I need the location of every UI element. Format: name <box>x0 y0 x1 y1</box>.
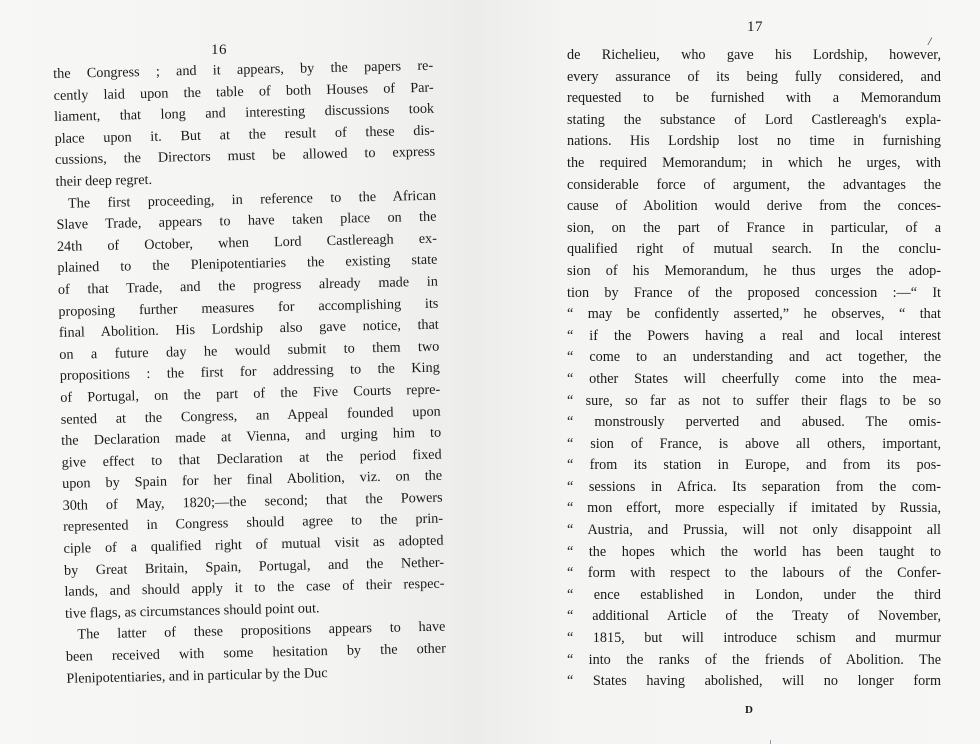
text-line: propositions : the first for addressing to the King <box>59 359 440 385</box>
signature-mark: D <box>745 704 753 716</box>
text-line: de Richelieu, who gave his Lordship, however, <box>567 47 941 63</box>
text-line: of that Trade, and the progress already made in <box>57 273 439 298</box>
text-line: been received with some hesitation by the other <box>65 640 447 665</box>
text-line: 30th of May, 1820;—the second; that the Powers <box>62 489 443 514</box>
text-line: upon by Spain for her final Abolition, viz. on the <box>61 467 443 493</box>
text-line: sion, on the part of France in particular, of a <box>567 219 941 236</box>
text-line: lands, and should apply it to the case of their respec- <box>64 575 445 601</box>
text-line: give effect to that Declaration at the period fixed <box>61 446 442 471</box>
text-line: “ other States will cheerfully come into the mea- <box>567 370 941 387</box>
text-line: by Great Britain, Spain, Portugal, and the Nether- <box>63 554 445 579</box>
text-line: “ into the ranks of the friends of Abolition. The <box>567 651 941 668</box>
text-line: “ from its station in Europe, and from its pos- <box>567 457 941 474</box>
text-line: their deep regret. <box>55 171 153 190</box>
text-line: qualified right of mutual search. In the conclu- <box>567 241 941 258</box>
text-line: final Abolition. His Lordship also gave notice, that <box>58 316 439 342</box>
page-number: 17 <box>747 19 763 35</box>
text-line: cause of Abolition would derive from the conces- <box>567 198 941 215</box>
text-line: nations. His Lordship lost no time in furnishing <box>567 133 941 150</box>
text-line: “ Austria, and Prussia, will not only disappoint all <box>567 522 941 539</box>
text-line: “ if the Powers having a real and local interest <box>567 327 941 344</box>
left-page-text <box>53 56 447 690</box>
text-line: 24th of October, when Lord Castlereagh ex- <box>56 230 438 255</box>
text-line: sented at the Congress, an Appeal founded upon <box>60 403 441 428</box>
text-line: ciple of a qualified right of mutual visit as adopted <box>63 532 444 557</box>
margin-mark: / <box>928 34 932 48</box>
text-line: “ the hopes which the world has been taught to <box>567 543 941 560</box>
text-line: “ additional Article of the Treaty of November, <box>567 608 941 625</box>
text-line: The first proceeding, in reference to the African <box>67 187 437 212</box>
text-line: sion of his Memorandum, he thus urges the adop- <box>567 262 941 279</box>
text-line: “ monstrously perverted and abused. The omis- <box>567 414 941 431</box>
text-line: cussions, the Directors must be allowed to express <box>54 144 436 169</box>
text-line: stating the substance of Lord Castlereagh's expla- <box>567 111 941 128</box>
text-line: represented in Congress should agree to the prin- <box>62 511 444 536</box>
text-line: the required Memorandum; in which he urges, with <box>567 154 941 171</box>
text-line: “ ence established in London, under the third <box>567 586 941 603</box>
gutter-mark <box>770 740 771 744</box>
text-line: on a future day he would submit to them two <box>59 338 440 363</box>
text-line: cently laid upon the table of both Houses of Par- <box>53 79 434 104</box>
text-line: plained to the Plenipotentiaries the existing state <box>57 252 438 277</box>
text-line: Plenipotentiaries, and in particular by the Duc <box>66 664 328 687</box>
text-line: place upon it. But at the result of these dis- <box>54 122 435 147</box>
text-line: “ come to an understanding and act together, the <box>567 349 941 366</box>
text-line: The latter of these propositions appears to have <box>77 619 446 644</box>
text-line: Slave Trade, appears to have taken place on the <box>56 208 437 234</box>
text-line: the Congress ; and it appears, by the papers re- <box>53 57 434 82</box>
text-line: considerable force of argument, the advantages the <box>567 176 941 193</box>
right-page <box>480 0 980 744</box>
right-page-text <box>567 45 941 693</box>
text-line: tive flags, as circumstances should point out. <box>64 600 320 622</box>
text-line: of Portugal, on the part of the Five Courts repre- <box>60 381 441 406</box>
text-line: liament, that long and interesting discussions took <box>53 100 435 126</box>
text-line: “ States having abolished, will no longer form <box>567 673 941 690</box>
text-line: “ form with respect to the labours of the Confer- <box>567 565 941 582</box>
page-number: 16 <box>211 42 227 58</box>
text-line: “ 1815, but will introduce schism and murmur <box>567 630 941 647</box>
text-line: “ may be confidently asserted,” he observes, “ that <box>567 306 941 323</box>
text-line: every assurance of its being fully considered, and <box>567 68 941 85</box>
left-page <box>0 0 480 744</box>
text-line: tion by France of the proposed concession :—“ It <box>567 284 941 301</box>
text-line: “ sure, so far as not to suffer their flags to be so <box>567 392 941 409</box>
text-line: “ sessions in Africa. Its separation from the com- <box>567 478 941 495</box>
text-line: proposing further measures for accomplishing its <box>58 295 439 320</box>
text-line: “ mon effort, more especially if imitated by Russia, <box>567 500 941 517</box>
text-line: the Declaration made at Vienna, and urging him to <box>61 424 442 450</box>
text-line: requested to be furnished with a Memorandum <box>567 90 941 107</box>
text-line: “ sion of France, is above all others, important, <box>567 435 941 452</box>
